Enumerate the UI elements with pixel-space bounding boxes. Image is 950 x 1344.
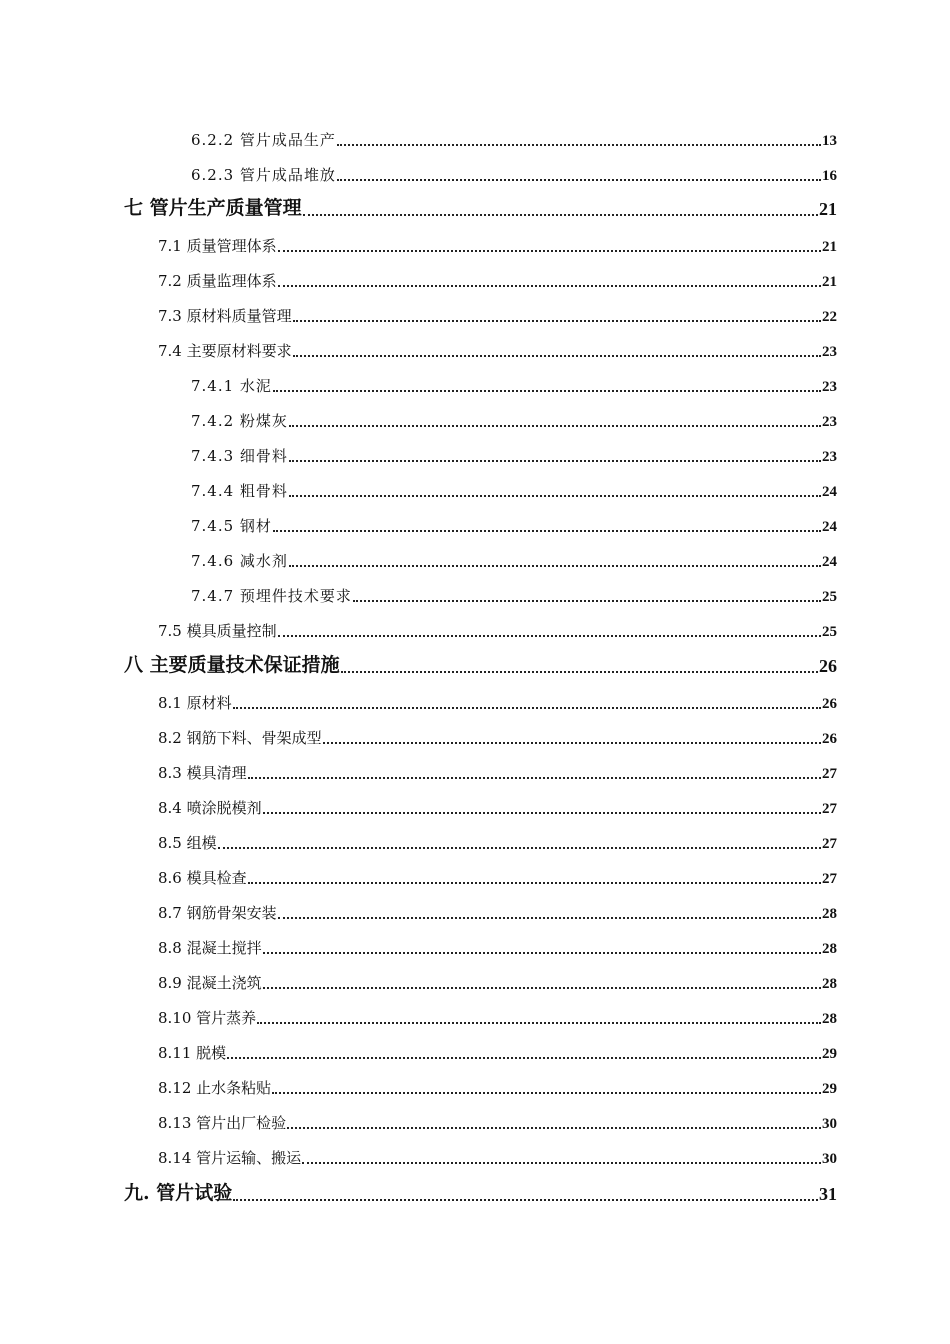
- toc-leader-dots: [263, 812, 821, 814]
- toc-entry-label: 九. 管片试验: [124, 1182, 233, 1204]
- toc-leader-dots: [278, 250, 821, 252]
- toc-page-number: 31: [819, 1184, 837, 1204]
- toc-entry-label: 7.4.6 减水剂: [191, 552, 288, 570]
- toc-entry-label: 8.3 模具清理: [158, 764, 247, 782]
- toc-entry[interactable]: [158, 335, 837, 361]
- toc-leader-dots: [341, 671, 818, 673]
- toc-chapter-entry[interactable]: [124, 1179, 837, 1205]
- toc-page-number: 27: [822, 801, 837, 817]
- toc-entry[interactable]: [191, 405, 837, 431]
- toc-page-number: 28: [822, 941, 837, 957]
- toc-entry-label: 8.6 模具检查: [158, 869, 247, 887]
- toc-entry-label: 7.4.1 水泥: [191, 377, 272, 395]
- toc-entry[interactable]: [158, 932, 837, 958]
- toc-page-number: 25: [822, 624, 837, 640]
- toc-entry-label: 7.1 质量管理体系: [158, 237, 277, 255]
- toc-entry-label: 8.13 管片出厂检验: [158, 1114, 287, 1132]
- toc-page-number: 27: [822, 836, 837, 852]
- toc-entry[interactable]: [158, 862, 837, 888]
- toc-entry-label: 8.7 钢筋骨架安装: [158, 904, 277, 922]
- toc-page-number: 27: [822, 766, 837, 782]
- toc-entry-label: 八 主要质量技术保证措施: [124, 654, 340, 676]
- toc-page-number: 22: [822, 309, 837, 325]
- toc-entry-label: 7.4.5 钢材: [191, 517, 272, 535]
- toc-chapter-entry[interactable]: [124, 651, 837, 677]
- toc-leader-dots: [289, 495, 821, 497]
- toc-entry-label: 8.9 混凝土浇筑: [158, 974, 262, 992]
- toc-entry[interactable]: [158, 1107, 837, 1133]
- toc-entry[interactable]: [158, 687, 837, 713]
- toc-entry-label: 7.3 原材料质量管理: [158, 307, 292, 325]
- toc-leader-dots: [233, 1199, 818, 1201]
- toc-page-number: 24: [822, 484, 837, 500]
- toc-chapter-entry[interactable]: [124, 194, 837, 220]
- toc-entry-label: 8.11 脱模: [158, 1044, 227, 1062]
- toc-entry-label: 6.2.3 管片成品堆放: [191, 166, 336, 184]
- toc-leader-dots: [293, 320, 821, 322]
- toc-leader-dots: [233, 707, 821, 709]
- toc-entry[interactable]: [158, 897, 837, 923]
- toc-leader-dots: [257, 1022, 821, 1024]
- toc-entry-label: 7.4.2 粉煤灰: [191, 412, 288, 430]
- toc-entry[interactable]: [191, 370, 837, 396]
- toc-leader-dots: [248, 882, 821, 884]
- toc-page-number: 23: [822, 344, 837, 360]
- toc-leader-dots: [353, 600, 821, 602]
- toc-entry-label: 8.5 组模: [158, 834, 217, 852]
- toc-page-number: 27: [822, 871, 837, 887]
- toc-entry-label: 7.4.4 粗骨料: [191, 482, 288, 500]
- toc-entry-label: 7.4 主要原材料要求: [158, 342, 292, 360]
- toc-entry[interactable]: [191, 159, 837, 185]
- toc-entry[interactable]: [191, 580, 837, 606]
- toc-leader-dots: [287, 1127, 821, 1129]
- toc-leader-dots: [337, 144, 821, 146]
- toc-page-number: 21: [822, 274, 837, 290]
- toc-page-number: 26: [822, 731, 837, 747]
- toc-entry-label: 6.2.2 管片成品生产: [191, 131, 336, 149]
- toc-page-number: 13: [822, 133, 837, 149]
- toc-entry-label: 7.5 模具质量控制: [158, 622, 277, 640]
- toc-leader-dots: [218, 847, 821, 849]
- toc-leader-dots: [293, 355, 821, 357]
- toc-entry-label: 七 管片生产质量管理: [124, 197, 302, 219]
- toc-entry-label: 8.4 喷涂脱模剂: [158, 799, 262, 817]
- toc-leader-dots: [278, 917, 821, 919]
- toc-entry[interactable]: [191, 545, 837, 571]
- toc-page-number: 28: [822, 1011, 837, 1027]
- toc-page-number: 24: [822, 519, 837, 535]
- toc-entry[interactable]: [158, 615, 837, 641]
- toc-leader-dots: [273, 390, 821, 392]
- toc-entry[interactable]: [191, 124, 837, 150]
- toc-entry-label: 8.8 混凝土搅拌: [158, 939, 262, 957]
- toc-leader-dots: [303, 214, 818, 216]
- toc-entry[interactable]: [158, 1142, 837, 1168]
- toc-entry-label: 8.2 钢筋下料、骨架成型: [158, 729, 322, 747]
- toc-page-number: 30: [822, 1151, 837, 1167]
- toc-entry[interactable]: [158, 967, 837, 993]
- toc-entry[interactable]: [158, 1002, 837, 1028]
- toc-page-number: 21: [822, 239, 837, 255]
- toc-entry-label: 8.10 管片蒸养: [158, 1009, 257, 1027]
- toc-leader-dots: [227, 1057, 821, 1059]
- toc-page-number: 23: [822, 379, 837, 395]
- toc-leader-dots: [278, 285, 821, 287]
- toc-leader-dots: [289, 460, 821, 462]
- toc-leader-dots: [263, 952, 821, 954]
- toc-leader-dots: [289, 425, 821, 427]
- toc-leader-dots: [273, 530, 821, 532]
- toc-entry[interactable]: [191, 510, 837, 536]
- toc-leader-dots: [263, 987, 821, 989]
- toc-page-number: 26: [822, 696, 837, 712]
- toc-page-number: 23: [822, 449, 837, 465]
- toc-entry[interactable]: [158, 1037, 837, 1063]
- toc-entry[interactable]: [158, 265, 837, 291]
- toc-page-number: 28: [822, 976, 837, 992]
- toc-leader-dots: [272, 1092, 821, 1094]
- toc-leader-dots: [278, 635, 821, 637]
- toc-entry[interactable]: [158, 757, 837, 783]
- toc-entry[interactable]: [158, 722, 837, 748]
- toc-entry-label: 8.12 止水条粘贴: [158, 1079, 272, 1097]
- toc-page-number: 28: [822, 906, 837, 922]
- toc-entry-label: 7.2 质量监理体系: [158, 272, 277, 290]
- toc-page-number: 26: [819, 656, 837, 676]
- toc-leader-dots: [248, 777, 821, 779]
- toc-leader-dots: [323, 742, 821, 744]
- toc-entry[interactable]: [158, 230, 837, 256]
- toc-entry-label: 8.1 原材料: [158, 694, 232, 712]
- toc-entry[interactable]: [158, 792, 837, 818]
- toc-leader-dots: [289, 565, 821, 567]
- toc-page-number: 30: [822, 1116, 837, 1132]
- toc-entry[interactable]: [158, 300, 837, 326]
- toc-leader-dots: [337, 179, 821, 181]
- toc-page-number: 29: [822, 1081, 837, 1097]
- toc-leader-dots: [302, 1162, 821, 1164]
- toc-entry[interactable]: [158, 827, 837, 853]
- toc-page-number: 24: [822, 554, 837, 570]
- toc-entry-label: 7.4.7 预埋件技术要求: [191, 587, 352, 605]
- toc-entry[interactable]: [191, 475, 837, 501]
- toc-entry[interactable]: [158, 1072, 837, 1098]
- toc-entry[interactable]: [191, 440, 837, 466]
- toc-page-number: 16: [822, 168, 837, 184]
- toc-page-number: 21: [819, 199, 837, 219]
- toc-entry-label: 7.4.3 细骨料: [191, 447, 288, 465]
- toc-page-number: 25: [822, 589, 837, 605]
- toc-page-number: 29: [822, 1046, 837, 1062]
- toc-entry-label: 8.14 管片运输、搬运: [158, 1149, 302, 1167]
- toc-page-number: 23: [822, 414, 837, 430]
